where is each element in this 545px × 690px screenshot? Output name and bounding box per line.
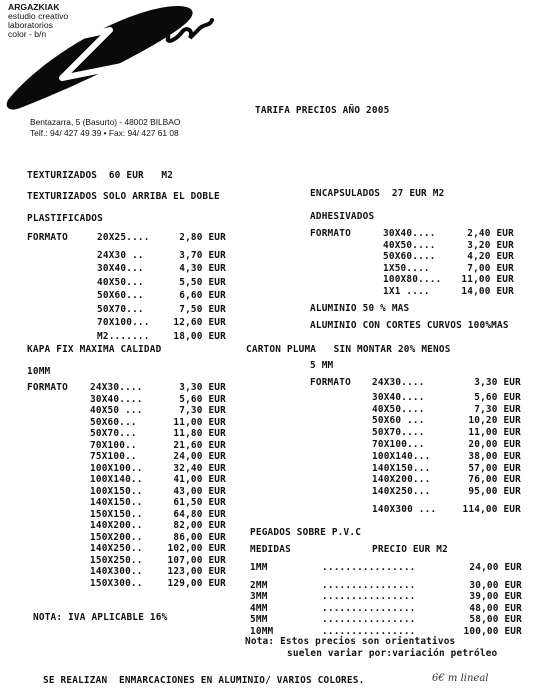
- adhesivados-title: ADHESIVADOS: [310, 211, 375, 222]
- pegados-price: 30,00 EUR: [469, 579, 522, 591]
- plastificados-size: 70X100...: [97, 317, 150, 328]
- carton-pluma-price: 57,00 EUR: [468, 462, 521, 474]
- carton-pluma-row: [0, 427, 545, 438]
- pegados-size: 5MM: [250, 614, 268, 625]
- pegados-price: 48,00 EUR: [469, 602, 522, 614]
- adhesivados-row: [0, 228, 545, 239]
- carton-pluma-price: 5,60 EUR: [474, 391, 521, 403]
- carton-pluma-size: 140X300 ...: [372, 504, 437, 515]
- kapa-fix-size: 30X40....: [90, 393, 143, 405]
- kapa-fix-size: 100X150..: [90, 485, 143, 497]
- carton-pluma-row: [0, 504, 545, 515]
- kapa-fix-size: 100X100..: [90, 462, 143, 474]
- adhesivados-size: 1X1 ....: [383, 286, 430, 297]
- carton-pluma-size: 140X200...: [372, 474, 431, 486]
- carton-pluma-size: 40X50....: [372, 403, 425, 415]
- kapa-fix-size: 50X60...: [90, 416, 137, 428]
- pegados-price: 58,00 EUR: [469, 614, 522, 625]
- kapa-fix-size: 75X100..: [90, 451, 137, 462]
- carton-pluma-size: 70X100...: [372, 439, 425, 450]
- pegados-size: 2MM: [250, 579, 268, 591]
- plastificados-size: M2.......: [97, 330, 150, 342]
- phone-fax: Telf.: 94/ 427 49 39 • Fax: 94/ 427 61 08: [30, 128, 179, 138]
- pegados-row: [0, 577, 545, 591]
- encapsulados-title: ENCAPSULADOS 27 EUR M2: [310, 188, 445, 199]
- adhesivados-size: 100X80....: [383, 274, 442, 286]
- carton-pluma-price: 10,20 EUR: [468, 415, 521, 427]
- kapa-fix-price: 7,30 EUR: [179, 405, 226, 416]
- adhesivados-size: 1X50....: [383, 262, 430, 274]
- plastificados-size: 40X50...: [97, 276, 144, 288]
- carton-pluma-price: 7,30 EUR: [474, 403, 521, 415]
- carton-pluma-row: [0, 451, 545, 462]
- adhesivados-price: 7,00 EUR: [467, 262, 514, 274]
- carton-pluma-size: 30X40....: [372, 391, 425, 403]
- logo-line-2: estudio creativo: [8, 11, 69, 21]
- footer-text: SE REALIZAN ENMARCACIONES EN ALUMINIO/ VARIOS COLORES.: [43, 675, 365, 686]
- carton-pluma-price: 20,00 EUR: [468, 439, 521, 450]
- plastificados-row: [0, 304, 545, 315]
- plastificados-price: 2,80 EUR: [179, 232, 226, 243]
- carton-pluma-size: 24X30....: [372, 377, 425, 388]
- logo-line-1: ARGAZKIAK: [8, 2, 60, 12]
- kapa-fix-size: 40X50 ...: [90, 405, 143, 416]
- kapa-fix-size: 100X140..: [90, 474, 143, 485]
- adhesivados-price: 11,00 EUR: [461, 274, 514, 286]
- carton-pluma-price: 76,00 EUR: [468, 474, 521, 486]
- kapa-fix-formato-label: FORMATO: [27, 382, 68, 393]
- pegados-size: 3MM: [250, 591, 268, 602]
- carton-pluma-formato-label: FORMATO: [310, 377, 351, 388]
- kapa-fix-price: 43,00 EUR: [173, 485, 226, 497]
- carton-pluma-row: [0, 463, 545, 474]
- pegados-row: [0, 562, 545, 573]
- plastificados-price: 12,60 EUR: [173, 317, 226, 328]
- nota-line-2: suelen variar por:variación petróleo: [287, 648, 498, 659]
- plastificados-price: 18,00 EUR: [173, 330, 226, 342]
- kapa-fix-price: 41,00 EUR: [173, 474, 226, 485]
- pegados-row: [0, 591, 545, 602]
- adhesivados-size: 50X60....: [383, 251, 436, 263]
- pegados-dots: ................: [322, 614, 416, 625]
- adhesivados-formato-label: FORMATO: [310, 228, 351, 239]
- plastificados-price: 5,50 EUR: [179, 276, 226, 288]
- carton-pluma-size: 140X150...: [372, 462, 431, 474]
- kapa-fix-price: 5,60 EUR: [179, 393, 226, 405]
- kapa-fix-size: 140X300..: [90, 566, 143, 577]
- carton-pluma-price: 11,00 EUR: [468, 427, 521, 439]
- adhesivados-row: [0, 274, 545, 285]
- pegados-row: [0, 626, 545, 637]
- kapa-fix-price: 129,00 EUR: [167, 577, 226, 589]
- kapa-fix-price: 107,00 EUR: [167, 554, 226, 566]
- nota-line-1: Nota: Estos precios son orientativos: [245, 636, 456, 647]
- carton-pluma-row: [0, 486, 545, 497]
- pegados-price: 24,00 EUR: [469, 562, 522, 573]
- plastificados-size: 20X25....: [97, 232, 150, 243]
- plastificados-title: PLASTIFICADOS: [27, 213, 103, 224]
- pegados-dots: ................: [322, 625, 416, 637]
- carton-pluma-row: [0, 415, 545, 426]
- plastificados-price: 3,70 EUR: [179, 249, 226, 261]
- texturizados-line-2: TEXTURIZADOS SOLO ARRIBA EL DOBLE: [27, 191, 220, 202]
- kapa-fix-title: KAPA FIX MAXIMA CALIDAD: [27, 344, 162, 355]
- carton-pluma-size: 50X60 ...: [372, 415, 425, 427]
- kapa-fix-size: 140X150..: [90, 497, 143, 508]
- adhesivados-row: [0, 251, 545, 262]
- pegados-dots: ................: [322, 591, 416, 602]
- kapa-fix-size: 140X250..: [90, 543, 143, 554]
- logo-line-4: color - b/n: [8, 29, 47, 39]
- pegados-title: PEGADOS SOBRE P.V.C: [250, 527, 362, 538]
- kapa-fix-price: 24,00 EUR: [173, 451, 226, 462]
- kapa-fix-price: 21,60 EUR: [173, 439, 226, 451]
- carton-pluma-title: CARTON PLUMA SIN MONTAR 20% MENOS: [246, 344, 451, 355]
- plastificados-size: 50X60...: [97, 290, 144, 301]
- kapa-fix-price: 123,00 EUR: [167, 566, 226, 577]
- kapa-fix-size: 150X200..: [90, 531, 143, 543]
- adhesivados-row: [0, 286, 545, 297]
- carton-pluma-size: 50X70....: [372, 427, 425, 439]
- adhesivados-size: 30X40....: [383, 228, 436, 239]
- kapa-fix-size: 150X150..: [90, 508, 143, 520]
- kapa-fix-size: 150X250..: [90, 554, 143, 566]
- pegados-dots: ................: [322, 602, 416, 614]
- carton-pluma-thickness: 5 MM: [310, 360, 334, 371]
- plastificados-size: 24X30 ..: [97, 249, 144, 261]
- plastificados-size: 50X70...: [97, 303, 144, 315]
- carton-pluma-price: 95,00 EUR: [468, 486, 521, 498]
- address: Bentazarra, 5 (Basurto) - 48002 BILBAO: [30, 117, 181, 127]
- kapa-fix-price: 61,50 EUR: [173, 497, 226, 508]
- kapa-fix-price: 11,00 EUR: [173, 416, 226, 428]
- kapa-fix-price: 86,00 EUR: [173, 531, 226, 543]
- page-title: TARIFA PRECIOS AÑO 2005: [255, 105, 390, 116]
- carton-pluma-row: [0, 377, 545, 388]
- kapa-fix-price: 3,30 EUR: [179, 382, 226, 393]
- pegados-col-precio: PRECIO EUR M2: [372, 544, 448, 555]
- pegados-size: 1MM: [250, 562, 268, 573]
- plastificados-price: 7,50 EUR: [179, 303, 226, 315]
- kapa-fix-size: 70X100..: [90, 439, 137, 451]
- pegados-col-medidas: MEDIDAS: [250, 544, 291, 555]
- adhesivados-price: 14,00 EUR: [461, 286, 514, 297]
- kapa-fix-size: 150X300..: [90, 577, 143, 589]
- kapa-fix-thickness: 10MM: [27, 366, 51, 377]
- iva-note: NOTA: IVA APLICABLE 16%: [33, 612, 168, 623]
- plastificados-price: 4,30 EUR: [179, 263, 226, 274]
- kapa-fix-size: 24X30....: [90, 382, 143, 393]
- plastificados-formato-label: FORMATO: [27, 232, 68, 243]
- adhesivados-row: [0, 240, 545, 251]
- carton-pluma-row: [0, 474, 545, 485]
- carton-pluma-price: 38,00 EUR: [468, 450, 521, 462]
- carton-pluma-price: 114,00 EUR: [462, 504, 521, 515]
- texturizados-line-1: TEXTURIZADOS 60 EUR M2: [27, 170, 174, 181]
- carton-pluma-row: [0, 404, 545, 415]
- adhesivados-price: 4,20 EUR: [467, 251, 514, 263]
- kapa-fix-price: 82,00 EUR: [173, 520, 226, 531]
- kapa-fix-size: 140X200..: [90, 520, 143, 531]
- handwritten-note: 6€ m lineal: [432, 673, 489, 684]
- pegados-dots: ................: [322, 579, 416, 591]
- kapa-fix-price: 32,40 EUR: [173, 462, 226, 474]
- adhesivados-price: 2,40 EUR: [467, 228, 514, 239]
- pegados-size: 4MM: [250, 602, 268, 614]
- carton-pluma-row: [0, 392, 545, 403]
- aluminio-note: ALUMINIO 50 % MAS: [310, 303, 410, 314]
- logo-line-3: laboratorios: [8, 20, 53, 30]
- plastificados-row: [0, 331, 545, 342]
- adhesivados-row: [0, 263, 545, 274]
- carton-pluma-size: 140X250...: [372, 486, 431, 498]
- pegados-size: 10MM: [250, 625, 274, 637]
- plastificados-size: 30X40...: [97, 263, 144, 274]
- carton-pluma-row: [0, 439, 545, 450]
- pegados-price: 39,00 EUR: [469, 591, 522, 602]
- plastificados-price: 6,60 EUR: [179, 290, 226, 301]
- kapa-fix-price: 11,80 EUR: [173, 428, 226, 439]
- adhesivados-size: 40X50....: [383, 239, 436, 251]
- kapa-fix-price: 102,00 EUR: [167, 543, 226, 554]
- aluminio-curvos-note: ALUMINIO CON CORTES CURVOS 100%MAS: [310, 320, 509, 331]
- carton-pluma-price: 3,30 EUR: [474, 377, 521, 388]
- pegados-price: 100,00 EUR: [463, 625, 522, 637]
- kapa-fix-price: 64,80 EUR: [173, 508, 226, 520]
- pegados-dots: ................: [322, 562, 416, 573]
- logo: [0, 0, 230, 112]
- kapa-fix-size: 50X70...: [90, 428, 137, 439]
- carton-pluma-size: 100X140...: [372, 450, 431, 462]
- adhesivados-price: 3,20 EUR: [467, 239, 514, 251]
